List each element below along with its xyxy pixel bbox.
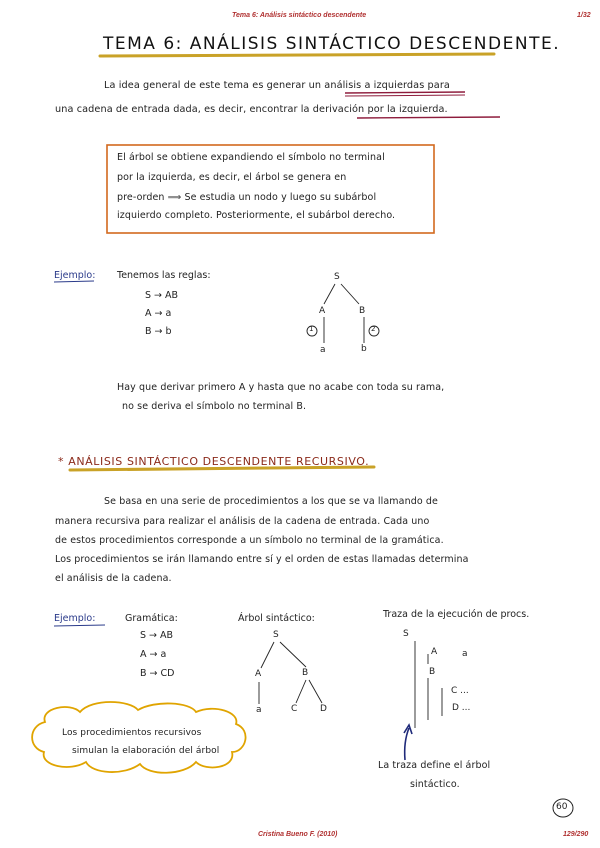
definition-line-3: pre-orden ⟹ Se estudia un nodo y luego su subárbol <box>117 192 377 203</box>
footer-author: Cristina Bueno F. (2010) <box>258 831 338 838</box>
example2-rule: B → CD <box>140 668 175 679</box>
intro-underline-3 <box>357 117 500 118</box>
example1-rule: B → b <box>145 326 172 337</box>
title-underline <box>100 54 494 56</box>
definition-line-1: El árbol se obtiene expandiendo el símbolo no terminal <box>117 152 385 163</box>
intro-underline-1 <box>345 92 465 93</box>
trace-node-a-lower: a <box>462 649 468 659</box>
trace-title: Traza de la ejecución de procs. <box>383 609 530 620</box>
tree1-edge <box>341 284 359 304</box>
section2-para-line: manera recursiva para realizar el análisis de la cadena de entrada. Cada uno <box>55 516 430 527</box>
trace-node-d: D ... <box>452 703 471 713</box>
example1-rule: S → AB <box>145 290 179 301</box>
tree2-node-b-upper: B <box>302 668 309 678</box>
tree2-edge <box>309 680 322 703</box>
intro-line-2: una cadena de entrada dada, es decir, encontrar la derivación por la izquierda. <box>55 104 448 115</box>
section2-para-line: de estos procedimientos corresponde a un símbolo no terminal de la gramática. <box>55 535 444 546</box>
cloud-line-1: Los procedimientos recursivos <box>62 728 202 738</box>
header-page-number: 1/32 <box>577 12 591 19</box>
tree2-leaf-a: a <box>256 705 262 715</box>
trace-note-line-2: sintáctico. <box>410 779 460 790</box>
page-badge: 60 <box>556 802 568 812</box>
example1-note-line-2: no se deriva el símbolo no terminal B. <box>122 401 307 412</box>
example1-note-line-1: Hay que derivar primero A y hasta que no acabe con toda su rama, <box>117 382 445 393</box>
section2-para-line: Se basa en una serie de procedimientos a los que se va llamando de <box>104 496 438 507</box>
section2-para-line: Los procedimientos se irán llamando entre sí y el orden de estas llamadas determina <box>55 554 469 565</box>
tree1-leaf-right: b <box>361 344 367 354</box>
cloud-line-2: simulan la elaboración del árbol <box>72 746 220 756</box>
section2-para-line: el análisis de la cadena. <box>55 573 172 584</box>
example2-rule: S → AB <box>140 630 174 641</box>
trace-note-line-1: La traza define el árbol <box>378 760 491 771</box>
tree2-edge <box>280 642 306 667</box>
tree1-node-root: S <box>334 272 340 282</box>
intro-underline-2 <box>345 95 465 96</box>
tree2-edge <box>261 642 274 668</box>
tree2-node-d: D <box>320 704 327 714</box>
ej2-underline <box>54 625 105 626</box>
example1-rules-title: Tenemos las reglas: <box>117 270 211 281</box>
section2-title: * ANÁLISIS SINTÁCTICO DESCENDENTE RECURSIVO. <box>58 455 370 468</box>
tree1-node-right: B <box>359 306 366 316</box>
example2-rule: A → a <box>140 649 167 660</box>
example1-rule: A → a <box>145 308 172 319</box>
page-title: TEMA 6: ANÁLISIS SINTÁCTICO DESCENDENTE. <box>103 34 561 54</box>
header-title: Tema 6: Análisis sintáctico descendente <box>232 12 367 19</box>
example2-grammar-title: Gramática: <box>125 613 178 624</box>
tree2-edge <box>296 680 306 703</box>
example2-tree-title: Árbol sintáctico: <box>238 613 315 624</box>
tree1-node-left: A <box>319 306 326 316</box>
ej1-underline <box>54 281 94 282</box>
definition-line-2: por la izquierda, es decir, el árbol se genera en <box>117 172 347 183</box>
trace-arrow <box>405 728 409 760</box>
tree1-edge <box>324 284 335 304</box>
example1-label: Ejemplo: <box>54 270 96 281</box>
trace-node-c: C ... <box>451 686 469 696</box>
intro-line-1: La idea general de este tema es generar un análisis a izquierdas para <box>104 80 450 91</box>
trace-node-s: S <box>403 629 409 639</box>
tree1-leaf-left: a <box>320 345 326 355</box>
trace-node-b: B <box>429 667 436 677</box>
tree1-mark-2: 2 <box>371 325 376 333</box>
footer-page-count: 129/290 <box>563 831 589 838</box>
definition-line-4: izquierdo completo. Posteriormente, el subárbol derecho. <box>117 210 396 221</box>
tree2-node-c: C <box>291 704 298 714</box>
tree2-node-root: S <box>273 630 279 640</box>
tree2-node-a-upper: A <box>255 669 262 679</box>
tree1-mark-1: 1 <box>309 325 314 333</box>
example2-label: Ejemplo: <box>54 613 96 624</box>
trace-node-a-upper: A <box>431 647 438 657</box>
